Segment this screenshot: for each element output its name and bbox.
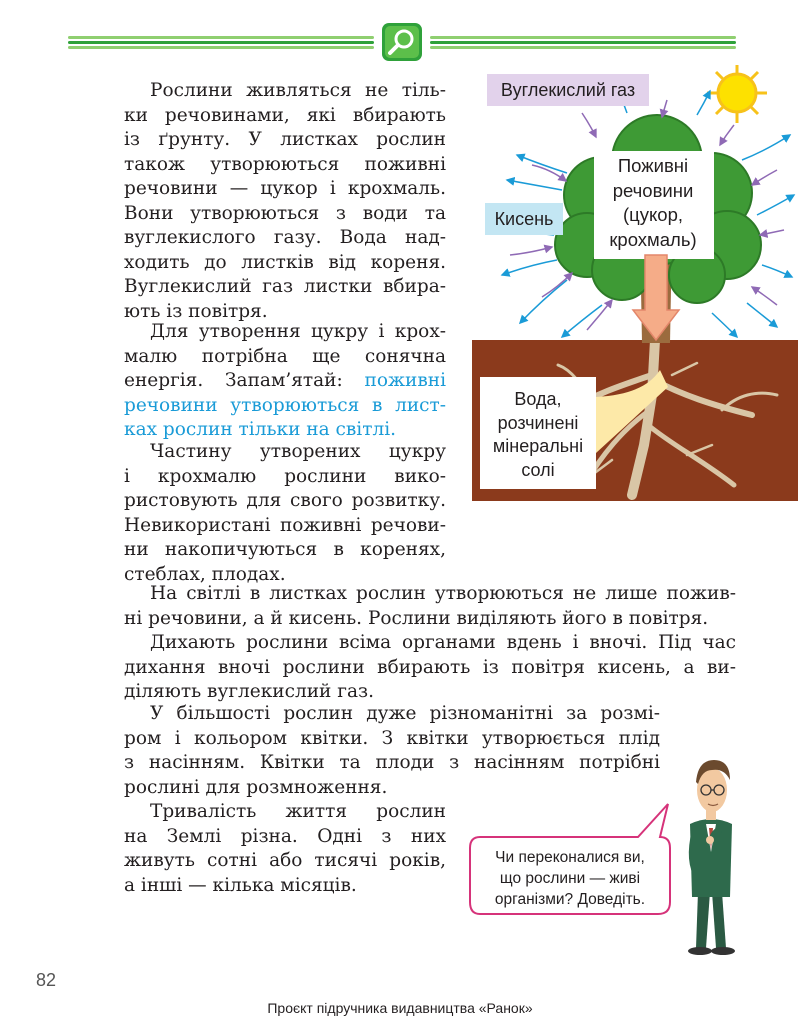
highlight-text: речовини утворюються в лист-: [124, 394, 446, 416]
text-segment: енергія. Запам’ятай:: [124, 370, 365, 391]
nutrients-label: [597, 154, 709, 252]
text-line: ни накопичуються в коренях,: [124, 539, 446, 560]
water-label-line: Вода,: [514, 389, 562, 409]
header-stripe-right: [430, 36, 736, 50]
text-line: а інші — кілька місяців.: [124, 874, 357, 896]
text-line: вуглекислого газу. Вода над-: [124, 227, 446, 248]
footer-text: Проєкт підручника видавництва «Ранок»: [267, 1000, 533, 1016]
text-line: з насінням. Квітки та плоди з насінням потрібні: [124, 752, 660, 773]
text-line: На світлі в листках рослин утворюються не лише пожив-: [150, 583, 736, 604]
text-line: рослині для розмноження.: [124, 776, 388, 798]
water-label: [482, 388, 594, 482]
bubble-line: що рослини — живі: [499, 870, 641, 887]
text-line: стеблах, плодах.: [124, 563, 286, 585]
nutrients-label-line: крохмаль): [609, 228, 697, 250]
text-line: У більшості рослин дуже різноманітні за розмі-: [150, 703, 660, 724]
text-line-mixed: [124, 369, 446, 394]
text-line: ристовують для свого розвитку.: [124, 490, 446, 511]
highlight-text: поживні: [364, 370, 446, 391]
text-line: також утворюються поживні: [124, 153, 446, 175]
text-line: Тривалість життя рослин: [150, 801, 446, 822]
oxygen-label: Кисень: [485, 203, 563, 235]
text-line: ють із повітря.: [124, 300, 268, 322]
text-line: живуть сотні або тисячі років,: [124, 850, 446, 871]
text-line: Вуглекислий газ листки вбира-: [124, 276, 446, 297]
text-line: речовини — цукор і крохмаль.: [124, 178, 446, 199]
text-line: Для утворення цукру і крох-: [150, 321, 446, 342]
text-line: із ґрунту. У листках рослин: [124, 129, 446, 150]
nutrients-label-line: речовини: [612, 179, 694, 201]
magnifier-icon: [380, 22, 424, 62]
header-stripe-left: [68, 36, 374, 50]
highlight-text: ках рослин тільки на світлі.: [124, 419, 397, 440]
page-number: 82: [36, 970, 57, 990]
text-line: ходить до листків від кореня.: [124, 251, 446, 273]
text-line: ні речовини, а й кисень. Рослини виділяють його в повітря.: [124, 607, 709, 629]
sun-icon: [707, 65, 767, 123]
water-label-line: мінеральні: [492, 436, 584, 456]
text-line: на Землі різна. Одні з них: [124, 825, 446, 847]
text-line: діляють вуглекислий газ.: [124, 681, 374, 702]
nutrients-label-line: (цукор,: [622, 204, 684, 225]
text-line: Невикористані поживні речови-: [124, 514, 446, 536]
carbon-dioxide-label: Вуглекислий газ: [487, 74, 649, 106]
text-line: Вони утворюються з води та: [124, 202, 446, 224]
water-label-line: розчинені: [497, 412, 579, 433]
text-line: Частину утворених цукру: [150, 441, 446, 462]
text-line: Рослини живляться не тіль-: [150, 80, 446, 101]
bubble-line: організми? Доведіть.: [494, 891, 646, 908]
text-line: і крохмалю рослини вико-: [124, 465, 446, 487]
text-line: малю потрібна ще сонячна: [124, 345, 446, 367]
text-line: ром і кольором квітки. З квітки утворюється плід: [124, 727, 660, 749]
nutrients-label-line: Поживні: [617, 155, 689, 176]
professor-character: [676, 752, 746, 957]
text-line: ки речовинами, які вбирають: [124, 104, 446, 126]
bubble-line: Чи переконалися ви,: [495, 849, 645, 866]
water-label-line: солі: [521, 459, 555, 480]
bubble-text: [472, 847, 668, 910]
text-line: дихання вночі рослини вбирають із повітря кисень, а ви-: [124, 656, 736, 678]
text-line: Дихають рослини всіма органами вдень і вночі. Під час: [150, 632, 736, 653]
